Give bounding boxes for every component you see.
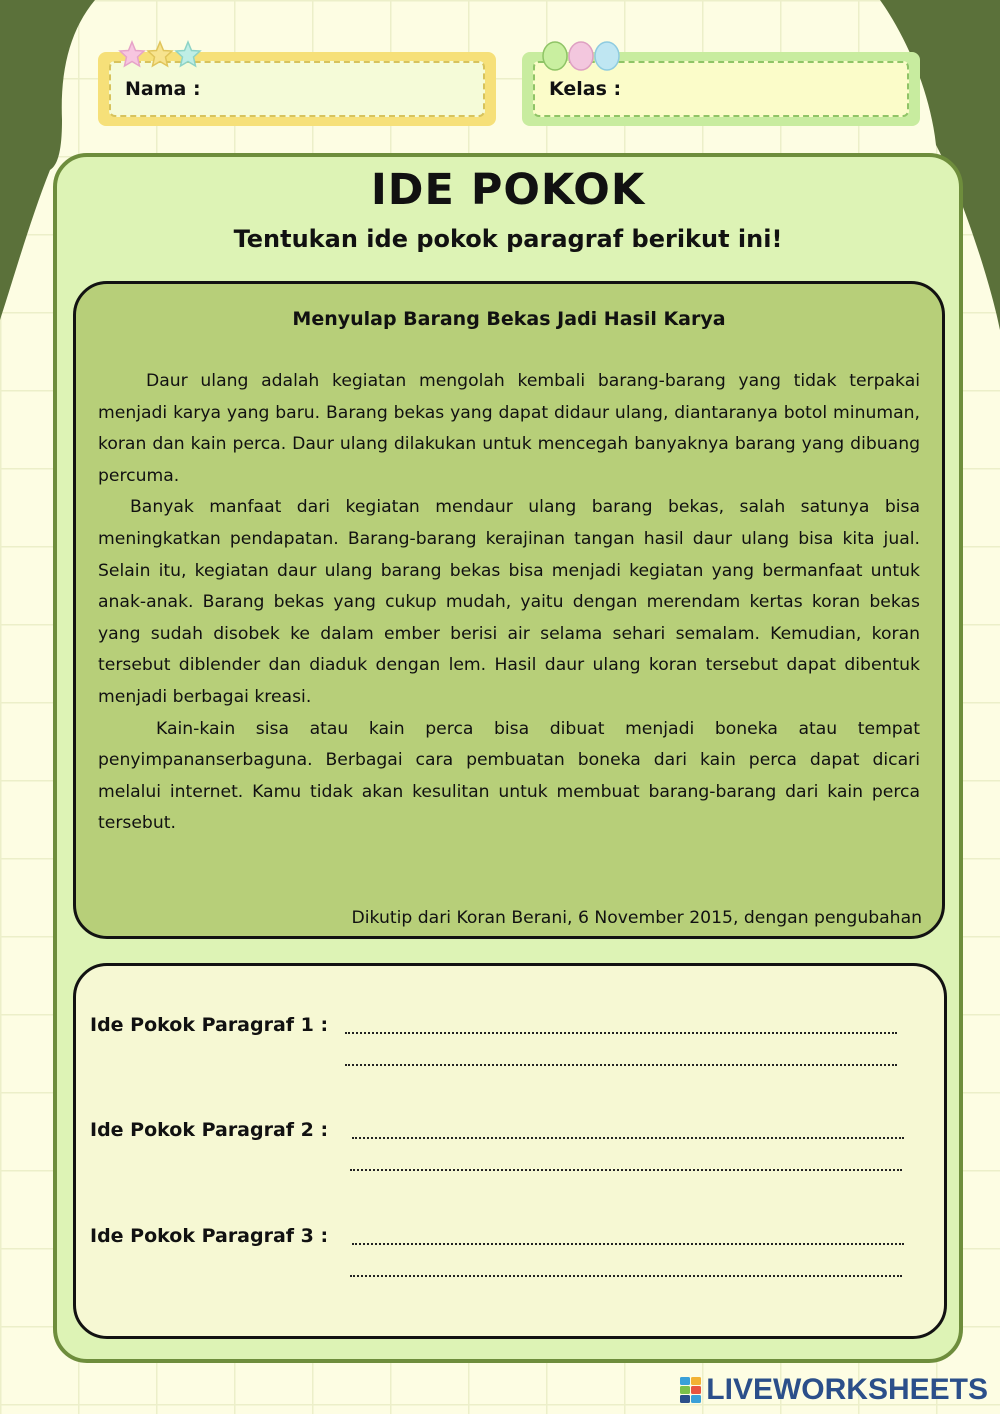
story-paragraph-3: Kain-kain sisa atau kain perca bisa dibuat menjadi boneka atau tempat penyimpananserbaguna. Berbagai cara pembuatan boneka dari kain perca dapat dicari melalui internet. Kamu tidak akan kesulitan untuk membuat barang-barang dari kain perca tersebut. xyxy=(98,718,920,834)
answer-line-1b[interactable] xyxy=(345,1064,897,1066)
name-label: Nama : xyxy=(125,78,201,100)
answer-label-3: Ide Pokok Paragraf 3 : xyxy=(90,1225,329,1247)
answer-line-2a[interactable] xyxy=(352,1137,904,1139)
answer-line-1a[interactable] xyxy=(345,1032,897,1034)
egg-icons xyxy=(541,40,625,72)
stars-decoration xyxy=(118,40,202,70)
liveworksheets-logo[interactable] xyxy=(680,1373,988,1407)
story-paragraph-2: Banyak manfaat dari kegiatan mendaur ulang barang bekas, salah satunya bisa meningkatkan pendapatan. Barang-barang kerajinan tangan hasil daur ulang bisa kita jual. Selain itu, kegiatan daur ulang barang bekas bisa menjadi kegiatan yang bermanfaat untuk anak-anak. Barang bekas yang cukup mudah, yaitu dengan merendam kertas koran bekas yang sudah disobek ke dalam ember berisi air selama sehari semalam. Kemudian, koran tersebut diblender dan diaduk dengan lem. Hasil daur ulang koran tersebut dapat dibentuk menjadi berbagai kreasi. xyxy=(98,497,920,707)
answer-line-2b[interactable] xyxy=(350,1169,902,1171)
story-title: Menyulap Barang Bekas Jadi Hasil Karya xyxy=(292,308,726,330)
liveworksheets-wordmark: LIVEWORKSHEETS xyxy=(706,1373,988,1406)
answer-line-3b[interactable] xyxy=(350,1275,902,1277)
answer-label-1: Ide Pokok Paragraf 1 : xyxy=(90,1014,329,1036)
star-icons xyxy=(118,40,202,70)
class-label: Kelas : xyxy=(549,78,622,100)
answer-label-2: Ide Pokok Paragraf 2 : xyxy=(90,1119,329,1141)
answer-line-3a[interactable] xyxy=(352,1243,904,1245)
worksheet-card xyxy=(53,153,963,1363)
story-box xyxy=(73,281,945,939)
story-source: Dikutip dari Koran Berani, 6 November 2015, dengan pengubahan xyxy=(351,908,922,928)
eggs-decoration xyxy=(541,40,625,72)
answers-box xyxy=(73,963,947,1339)
worksheet-title: IDE POKOK xyxy=(370,165,646,215)
worksheet-instruction: Tentukan ide pokok paragraf berikut ini! xyxy=(233,225,783,253)
liveworksheets-icon xyxy=(680,1377,702,1403)
story-paragraph-1: Daur ulang adalah kegiatan mengolah kembali barang-barang yang tidak terpakai menjadi karya yang baru. Barang bekas yang dapat didaur ulang, diantaranya botol minuman, koran dan kain perca. Daur ulang dilakukan untuk mencegah banyaknya barang yang dibuang percuma. xyxy=(98,371,920,486)
